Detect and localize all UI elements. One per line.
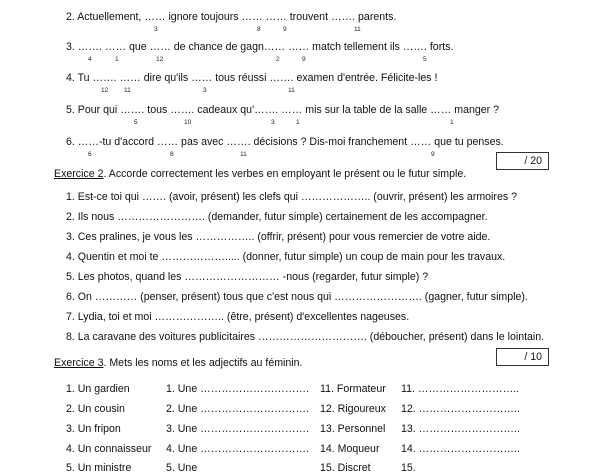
masculine-word: 14. Moqueur [320, 443, 380, 455]
hint-number: 11 [288, 87, 295, 94]
hint-number: 3 [271, 119, 275, 126]
feminine-answer-blank: 11. ……………………….. [401, 383, 520, 395]
hint-number: 5 [423, 56, 427, 63]
hint-number: 9 [431, 151, 435, 158]
exercise2-instruction: . Accorde correctement les verbes en employant le présent ou le futur simple. [103, 168, 467, 180]
hint-number: 6 [88, 151, 92, 158]
hint-number: 9 [283, 26, 287, 33]
exercise2-item: 8. La caravane des voitures publicitaires …………………………. (déboucher, présent) dans le lointain. [66, 331, 545, 343]
feminine-answer-blank: 13. ……………………….. [401, 423, 520, 435]
hint-number: 8 [257, 26, 261, 33]
exercise2-item: 2. Ils nous ……………………. (demander, futur simple) certainement de les accompagner. [66, 211, 488, 223]
exercise3-score-box: / 10 [496, 348, 549, 366]
exercise1-line-6: 6. ……-tu d'accord …… pas avec ……. décisions ? Dis-moi franchement …… que tu penses. [66, 136, 504, 148]
exercise1-line-4: 4. Tu ……. …… dire qu'ils …… tous réussi ……. examen d'entrée. Félicite-les ! [66, 72, 438, 84]
exercise2-item: 3. Ces pralines, je vous les …………….. (offrir, présent) pour vous remercier de votre aide. [66, 231, 491, 243]
hint-number: 9 [302, 56, 306, 63]
exercise2-item: 5. Les photos, quand les ……………………… -nous (regarder, futur simple) ? [66, 271, 429, 283]
hint-number: 12 [101, 87, 109, 94]
exercise2-item: 4. Quentin et moi te ………………..... (donner, futur simple) un coup de main pour les travaux. [66, 251, 506, 263]
exercise2-item: 6. On ………… (penser, présent) tous que c'est nous qui ……………………. (gagner, futur simple). [66, 291, 528, 303]
feminine-answer-blank: 3. Une …………………………. [166, 423, 310, 435]
hint-number: 1 [450, 119, 454, 126]
hint-number: 3 [154, 26, 158, 33]
masculine-word: 15. Discret [320, 462, 371, 474]
masculine-noun: 3. Un fripon [66, 423, 121, 435]
exercise3-instruction: . Mets les noms et les adjectifs au féminin. [103, 357, 303, 369]
hint-number: 1 [115, 56, 119, 63]
exercise3-title: Exercice 3 [54, 357, 104, 369]
masculine-noun: 2. Un cousin [66, 403, 125, 415]
hint-number: 5 [134, 119, 138, 126]
exercise1-line-5: 5. Pour qui ……. tous ……. cadeaux qu'……. …… mis sur la table de la salle …… manger ? [66, 104, 500, 116]
feminine-answer-blank: 14. ……………………….. [401, 443, 520, 455]
masculine-word: 12. Rigoureux [320, 403, 386, 415]
feminine-answer-blank: 5. Une [166, 462, 198, 474]
hint-number: 4 [88, 56, 92, 63]
feminine-answer-blank: 12. ……………………….. [401, 403, 520, 415]
feminine-answer-blank: 4. Une …………………………. [166, 443, 310, 455]
hint-number: 11 [354, 26, 361, 33]
feminine-answer-blank: 2. Une …………………………. [166, 403, 310, 415]
feminine-answer-blank: 15. [401, 462, 416, 474]
hint-number: 10 [184, 119, 192, 126]
hint-number: 2 [276, 56, 280, 63]
feminine-answer-blank: 1. Une …………………………. [166, 383, 310, 395]
exercise3-heading [54, 357, 302, 369]
exercise1-line-3: 3. ……. …… que …… de chance de gagn…… …… match tellement ils ……. forts. [66, 41, 454, 53]
masculine-noun: 4. Un connaisseur [66, 443, 152, 455]
hint-number: 1 [296, 119, 300, 126]
masculine-noun: 1. Un gardien [66, 383, 130, 395]
exercise2-title: Exercice 2 [54, 168, 104, 180]
exercise2-heading [54, 168, 466, 180]
hint-number: 8 [170, 151, 174, 158]
exercise2-item: 7. Lydia, toi et moi ……………….. (être, présent) d'excellentes nageuses. [66, 311, 410, 323]
hint-number: 3 [203, 87, 207, 94]
exercise2-score-box: / 20 [496, 152, 549, 170]
exercise2-item: 1. Est-ce toi qui ……. (avoir, présent) les clefs qui ……………….. (ouvrir, présent) les armoires ? [66, 191, 517, 203]
masculine-noun: 5. Un ministre [66, 462, 132, 474]
exercise1-line-2: 2. Actuellement, …… ignore toujours …… …… trouvent ……. parents. [66, 11, 397, 23]
hint-number: 12 [156, 56, 164, 63]
hint-number: 11 [124, 87, 131, 94]
masculine-word: 11. Formateur [320, 383, 386, 395]
hint-number: 11 [240, 151, 247, 158]
masculine-word: 13. Personnel [320, 423, 386, 435]
